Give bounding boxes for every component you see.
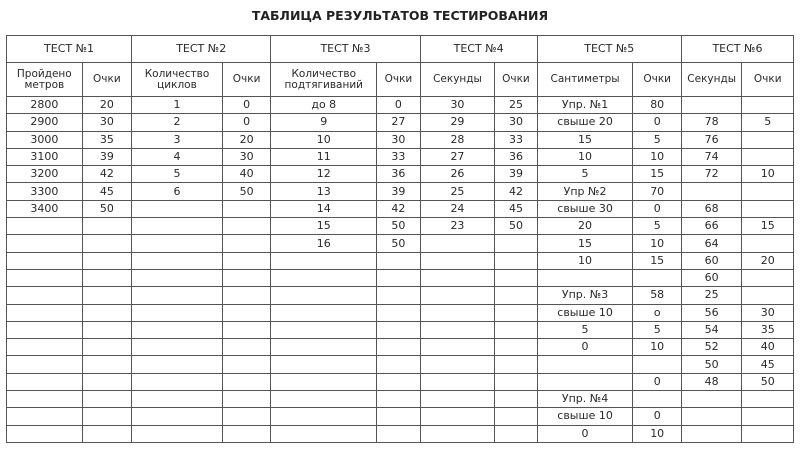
table-cell: 64 — [681, 235, 742, 252]
table-cell: 60 — [681, 252, 742, 269]
table-cell: свыше 10 — [537, 408, 633, 425]
table-cell: 10 — [271, 131, 377, 148]
table-cell — [7, 356, 83, 373]
table-cell: до 8 — [271, 97, 377, 114]
table-cell: 0 — [377, 97, 420, 114]
table-cell: свыше 30 — [537, 200, 633, 217]
table-cell — [495, 304, 537, 321]
table-cell — [633, 269, 681, 286]
table-cell — [132, 218, 223, 235]
table-cell: 1 — [132, 97, 223, 114]
table-cell: 14 — [271, 200, 377, 217]
table-cell: 15 — [537, 131, 633, 148]
table-cell: 20 — [537, 218, 633, 235]
column-header: Очки — [495, 63, 537, 97]
table-cell — [82, 304, 131, 321]
table-cell — [537, 269, 633, 286]
table-cell: Упр. №3 — [537, 287, 633, 304]
table-cell: 28 — [420, 131, 495, 148]
table-cell: 24 — [420, 200, 495, 217]
table-cell — [132, 269, 223, 286]
table-row — [7, 391, 794, 408]
table-row — [7, 200, 794, 217]
table-cell: 0 — [222, 97, 270, 114]
table-cell — [495, 235, 537, 252]
table-row — [7, 235, 794, 252]
table-cell: 35 — [742, 321, 794, 338]
table-row — [7, 304, 794, 321]
table-cell: 10 — [633, 339, 681, 356]
table-cell — [742, 148, 794, 165]
table-cell — [271, 391, 377, 408]
column-header: Очки — [633, 63, 681, 97]
table-cell — [377, 269, 420, 286]
table-cell — [82, 425, 131, 442]
table-cell: 52 — [681, 339, 742, 356]
table-cell — [82, 287, 131, 304]
table-cell — [377, 287, 420, 304]
table-cell: 72 — [681, 166, 742, 183]
table-cell — [377, 391, 420, 408]
table-cell: 30 — [222, 148, 270, 165]
table-cell — [495, 321, 537, 338]
table-cell — [681, 97, 742, 114]
table-cell — [222, 304, 270, 321]
table-cell: 39 — [377, 183, 420, 200]
table-cell: 3200 — [7, 166, 83, 183]
column-header: Очки — [82, 63, 131, 97]
table-cell: 0 — [633, 200, 681, 217]
table-cell: 30 — [420, 97, 495, 114]
table-cell — [377, 321, 420, 338]
column-header: Количество подтягиваний — [271, 63, 377, 97]
table-cell — [222, 321, 270, 338]
table-cell: 3000 — [7, 131, 83, 148]
table-cell — [377, 304, 420, 321]
table-cell: Упр №2 — [537, 183, 633, 200]
table-cell — [7, 235, 83, 252]
table-cell: 50 — [495, 218, 537, 235]
table-cell: 0 — [633, 373, 681, 390]
table-cell: 0 — [633, 114, 681, 131]
test-1-header: ТЕСТ №1 — [7, 36, 132, 63]
table-row — [7, 321, 794, 338]
table-cell — [420, 356, 495, 373]
table-cell — [132, 391, 223, 408]
table-cell — [271, 408, 377, 425]
table-cell — [377, 356, 420, 373]
table-cell: 15 — [271, 218, 377, 235]
table-cell: 39 — [82, 148, 131, 165]
table-row — [7, 252, 794, 269]
table-cell — [82, 269, 131, 286]
table-cell: 25 — [495, 97, 537, 114]
table-row — [7, 373, 794, 390]
table-cell — [132, 339, 223, 356]
table-cell: 48 — [681, 373, 742, 390]
table-cell: 0 — [537, 425, 633, 442]
column-header: Количество циклов — [132, 63, 223, 97]
table-cell — [222, 425, 270, 442]
table-cell: 5 — [132, 166, 223, 183]
column-header: Очки — [377, 63, 420, 97]
table-cell — [132, 425, 223, 442]
table-cell — [222, 356, 270, 373]
table-cell — [7, 321, 83, 338]
table-cell: Упр. №1 — [537, 97, 633, 114]
table-row — [7, 356, 794, 373]
table-cell: 33 — [495, 131, 537, 148]
table-cell — [681, 391, 742, 408]
table-cell — [271, 321, 377, 338]
table-cell — [271, 252, 377, 269]
table-cell: 66 — [681, 218, 742, 235]
table-cell: 35 — [82, 131, 131, 148]
table-cell: 27 — [377, 114, 420, 131]
table-cell: 36 — [495, 148, 537, 165]
table-cell — [742, 425, 794, 442]
table-row — [7, 114, 794, 131]
table-cell — [132, 356, 223, 373]
table-cell: Упр. №4 — [537, 391, 633, 408]
column-header: Очки — [742, 63, 794, 97]
table-cell: 42 — [495, 183, 537, 200]
table-cell — [420, 391, 495, 408]
table-cell: 80 — [633, 97, 681, 114]
table-cell — [420, 408, 495, 425]
table-cell: 30 — [377, 131, 420, 148]
table-row — [7, 97, 794, 114]
table-cell: 11 — [271, 148, 377, 165]
table-cell — [377, 373, 420, 390]
table-cell: 10 — [537, 252, 633, 269]
table-cell: 0 — [633, 408, 681, 425]
table-cell: 25 — [420, 183, 495, 200]
table-cell — [222, 408, 270, 425]
table-cell — [742, 200, 794, 217]
test-3-header: ТЕСТ №3 — [271, 36, 420, 63]
table-cell: 13 — [271, 183, 377, 200]
table-cell — [222, 287, 270, 304]
table-cell — [7, 391, 83, 408]
table-cell: 45 — [82, 183, 131, 200]
table-cell — [222, 269, 270, 286]
table-cell: 5 — [537, 321, 633, 338]
test-header-row — [7, 36, 794, 63]
table-cell — [222, 373, 270, 390]
table-cell: 10 — [633, 148, 681, 165]
table-row — [7, 269, 794, 286]
table-cell — [7, 373, 83, 390]
table-cell: 20 — [222, 131, 270, 148]
table-cell: 23 — [420, 218, 495, 235]
table-cell — [222, 391, 270, 408]
column-header: Сантиметры — [537, 63, 633, 97]
table-cell — [271, 373, 377, 390]
table-cell: 3100 — [7, 148, 83, 165]
table-cell: 0 — [222, 114, 270, 131]
table-cell: 54 — [681, 321, 742, 338]
table-cell: 45 — [742, 356, 794, 373]
test-6-header: ТЕСТ №6 — [681, 36, 793, 63]
table-cell — [681, 425, 742, 442]
table-cell: о — [633, 304, 681, 321]
table-cell — [271, 304, 377, 321]
table-cell: 5 — [537, 166, 633, 183]
table-cell: 33 — [377, 148, 420, 165]
table-cell — [420, 269, 495, 286]
table-cell: 4 — [132, 148, 223, 165]
table-cell: свыше 10 — [537, 304, 633, 321]
table-cell — [82, 218, 131, 235]
table-cell — [7, 269, 83, 286]
table-cell: 40 — [742, 339, 794, 356]
table-cell — [420, 252, 495, 269]
table-cell — [495, 287, 537, 304]
table-cell: 68 — [681, 200, 742, 217]
table-cell: 16 — [271, 235, 377, 252]
table-cell: 50 — [742, 373, 794, 390]
table-cell: 15 — [537, 235, 633, 252]
table-cell: 12 — [271, 166, 377, 183]
table-cell — [495, 252, 537, 269]
table-cell: 10 — [633, 235, 681, 252]
table-cell: 20 — [742, 252, 794, 269]
table-row — [7, 131, 794, 148]
table-cell — [495, 373, 537, 390]
test-4-header: ТЕСТ №4 — [420, 36, 537, 63]
table-cell — [420, 287, 495, 304]
column-header-row — [7, 63, 794, 97]
table-cell: 10 — [537, 148, 633, 165]
table-cell — [222, 235, 270, 252]
table-cell: 15 — [742, 218, 794, 235]
column-header: Пройдено метров — [7, 63, 83, 97]
table-cell — [82, 339, 131, 356]
table-cell — [420, 373, 495, 390]
table-cell: 10 — [633, 425, 681, 442]
table-cell: 42 — [82, 166, 131, 183]
table-cell — [82, 356, 131, 373]
table-cell — [132, 321, 223, 338]
table-cell — [271, 287, 377, 304]
table-cell — [633, 391, 681, 408]
table-row — [7, 425, 794, 442]
table-cell: 15 — [633, 166, 681, 183]
table-cell — [271, 425, 377, 442]
table-cell — [742, 391, 794, 408]
table-cell: 45 — [495, 200, 537, 217]
table-cell — [377, 252, 420, 269]
table-cell — [420, 235, 495, 252]
results-table — [6, 35, 794, 443]
table-cell: 60 — [681, 269, 742, 286]
table-cell — [271, 339, 377, 356]
table-cell: 2900 — [7, 114, 83, 131]
column-header: Секунды — [681, 63, 742, 97]
page-title: ТАБЛИЦА РЕЗУЛЬТАТОВ ТЕСТИРОВАНИЯ — [251, 8, 549, 23]
table-cell: 3300 — [7, 183, 83, 200]
table-cell: 36 — [377, 166, 420, 183]
test-2-header: ТЕСТ №2 — [132, 36, 271, 63]
table-cell: 50 — [222, 183, 270, 200]
table-row — [7, 339, 794, 356]
table-cell — [742, 287, 794, 304]
table-cell: 70 — [633, 183, 681, 200]
table-cell — [82, 321, 131, 338]
table-cell — [132, 304, 223, 321]
table-cell: 0 — [537, 339, 633, 356]
table-cell: 2 — [132, 114, 223, 131]
table-cell: 58 — [633, 287, 681, 304]
table-cell: 78 — [681, 114, 742, 131]
table-cell — [222, 200, 270, 217]
table-cell: 5 — [633, 218, 681, 235]
table-row — [7, 287, 794, 304]
table-cell — [82, 408, 131, 425]
table-cell: 40 — [222, 166, 270, 183]
table-cell — [7, 252, 83, 269]
table-cell — [742, 408, 794, 425]
table-cell: 74 — [681, 148, 742, 165]
table-row — [7, 218, 794, 235]
table-cell — [132, 408, 223, 425]
table-cell — [7, 218, 83, 235]
column-header: Секунды — [420, 63, 495, 97]
table-cell: 2800 — [7, 97, 83, 114]
table-cell: 30 — [742, 304, 794, 321]
table-cell — [495, 391, 537, 408]
table-cell: 26 — [420, 166, 495, 183]
table-cell — [7, 425, 83, 442]
table-cell — [222, 252, 270, 269]
table-cell: 6 — [132, 183, 223, 200]
table-cell — [681, 183, 742, 200]
table-cell: 5 — [633, 321, 681, 338]
table-cell — [7, 339, 83, 356]
table-cell — [132, 287, 223, 304]
table-cell — [495, 269, 537, 286]
table-cell: 50 — [681, 356, 742, 373]
table-cell: 29 — [420, 114, 495, 131]
table-row — [7, 183, 794, 200]
table-cell — [537, 356, 633, 373]
table-cell — [742, 183, 794, 200]
table-cell — [132, 235, 223, 252]
table-cell — [742, 235, 794, 252]
table-cell — [82, 373, 131, 390]
table-cell: 3 — [132, 131, 223, 148]
table-cell — [132, 373, 223, 390]
table-cell — [742, 97, 794, 114]
table-cell — [420, 321, 495, 338]
table-cell: 3400 — [7, 200, 83, 217]
table-cell — [377, 339, 420, 356]
table-cell — [420, 304, 495, 321]
table-cell — [271, 269, 377, 286]
table-cell — [377, 408, 420, 425]
table-body — [7, 97, 794, 443]
table-cell — [681, 408, 742, 425]
table-cell — [7, 304, 83, 321]
table-cell — [537, 373, 633, 390]
table-cell: 50 — [377, 235, 420, 252]
table-cell: свыше 20 — [537, 114, 633, 131]
table-row — [7, 166, 794, 183]
table-cell: 25 — [681, 287, 742, 304]
table-cell — [742, 269, 794, 286]
table-cell: 39 — [495, 166, 537, 183]
table-cell: 76 — [681, 131, 742, 148]
table-cell: 27 — [420, 148, 495, 165]
table-cell — [222, 339, 270, 356]
table-cell — [420, 425, 495, 442]
table-cell — [7, 408, 83, 425]
table-cell: 5 — [633, 131, 681, 148]
table-cell: 5 — [742, 114, 794, 131]
table-cell: 9 — [271, 114, 377, 131]
table-cell — [495, 425, 537, 442]
table-cell: 56 — [681, 304, 742, 321]
column-header: Очки — [222, 63, 270, 97]
table-cell — [82, 391, 131, 408]
table-row — [7, 408, 794, 425]
table-cell: 20 — [82, 97, 131, 114]
table-cell — [82, 235, 131, 252]
table-cell — [82, 252, 131, 269]
table-cell — [222, 218, 270, 235]
table-cell — [495, 356, 537, 373]
table-cell: 30 — [82, 114, 131, 131]
table-cell: 50 — [82, 200, 131, 217]
table-cell — [742, 131, 794, 148]
table-cell — [271, 356, 377, 373]
table-cell — [7, 287, 83, 304]
table-row — [7, 148, 794, 165]
table-cell — [132, 200, 223, 217]
table-cell: 30 — [495, 114, 537, 131]
test-5-header: ТЕСТ №5 — [537, 36, 681, 63]
table-cell: 42 — [377, 200, 420, 217]
table-cell — [132, 252, 223, 269]
table-cell: 15 — [633, 252, 681, 269]
table-cell — [495, 408, 537, 425]
table-cell: 50 — [377, 218, 420, 235]
table-cell — [633, 356, 681, 373]
table-cell — [377, 425, 420, 442]
table-cell — [420, 339, 495, 356]
table-cell — [495, 339, 537, 356]
table-cell: 10 — [742, 166, 794, 183]
